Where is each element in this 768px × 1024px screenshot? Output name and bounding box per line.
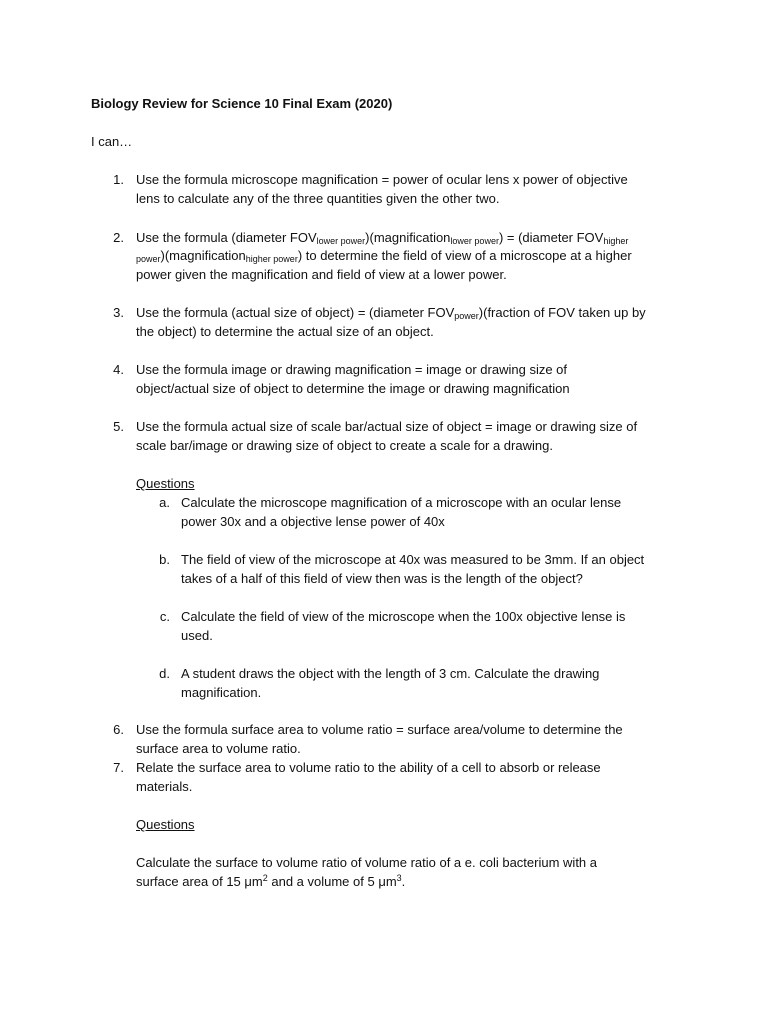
question-letter: c.	[159, 609, 170, 624]
item-text-line: scale bar/image or drawing size of object to create a scale for a drawing.	[136, 438, 553, 453]
item-text-line: Use the formula (diameter $FOV_{lower power})(magnification_{lower power})$ = (diameter $FOV_{higher}$	[136, 230, 629, 246]
item-text-line: the object) to determine the actual size of an object.	[136, 324, 434, 339]
item-text-line: $_{power}$)(magnification$_{higher power}$) to determine the field of view of a microscope at a higher	[136, 248, 632, 264]
questions-heading: Questions	[136, 476, 195, 491]
questions-heading: Questions	[136, 817, 195, 832]
item-text-line: object/actual size of object to determine the image or drawing magnification	[136, 381, 570, 396]
question-text-line: Calculate the surface to volume ratio of volume ratio of a e. coli bacterium with a	[136, 855, 597, 870]
item-text-line: Use the formula image or drawing magnification = image or drawing size of	[136, 362, 568, 377]
question-text-line: A student draws the object with the length of 3 cm. Calculate the drawing	[181, 666, 600, 681]
item-text-line: lens to calculate any of the three quantities given the other two.	[136, 191, 500, 206]
item-text-line: Use the formula (actual size of object) = (diameter $FOV_{power})(fraction$ of FOV taken up by	[136, 305, 646, 321]
item-number: 2.	[113, 230, 124, 245]
question-text-line: magnification.	[181, 685, 262, 700]
item-number: 7.	[113, 760, 124, 775]
question-text-line: used.	[181, 628, 213, 643]
question-letter: b.	[159, 552, 170, 567]
question-text-line: The field of view of the microscope at 40x was measured to be 3mm. If an object	[181, 552, 645, 567]
item-number: 3.	[113, 305, 124, 320]
item-text-line: Use the formula microscope magnification = power of ocular lens x power of objective	[136, 172, 628, 187]
question-letter: d.	[159, 666, 170, 681]
question-text-line: power 30x and a objective lense power of 40x	[181, 514, 445, 529]
item-text-line: Relate the surface area to volume ratio to the ability of a cell to absorb or release	[136, 760, 601, 775]
item-number: 6.	[113, 722, 124, 737]
item-number: 1.	[113, 172, 124, 187]
question-text-line: Calculate the field of view of the microscope when the 100x objective lense is	[181, 609, 626, 624]
intro-text: I can…	[91, 134, 133, 149]
item-text-line: Use the formula actual size of scale bar/actual size of object = image or drawing size of	[136, 419, 638, 434]
question-text-line: surface area of 15 $\mu m^2$ and a volume of 5 $\mu m^3$.	[136, 873, 406, 889]
item-number: 4.	[113, 362, 124, 377]
document-title: Biology Review for Science 10 Final Exam (2020)	[91, 96, 393, 111]
item-number: 5.	[113, 419, 124, 434]
item-text-line: Use the formula surface area to volume ratio = surface area/volume to determine the	[136, 722, 623, 737]
question-letter: a.	[159, 495, 170, 510]
item-text-line: surface area to volume ratio.	[136, 741, 301, 756]
question-text-line: Calculate the microscope magnification of a microscope with an ocular lense	[181, 495, 622, 510]
item-text-line: materials.	[136, 779, 193, 794]
item-text-line: power given the magnification and field of view at a lower power.	[136, 267, 507, 282]
question-text-line: takes of a half of this field of view then was is the length of the object?	[181, 571, 583, 586]
